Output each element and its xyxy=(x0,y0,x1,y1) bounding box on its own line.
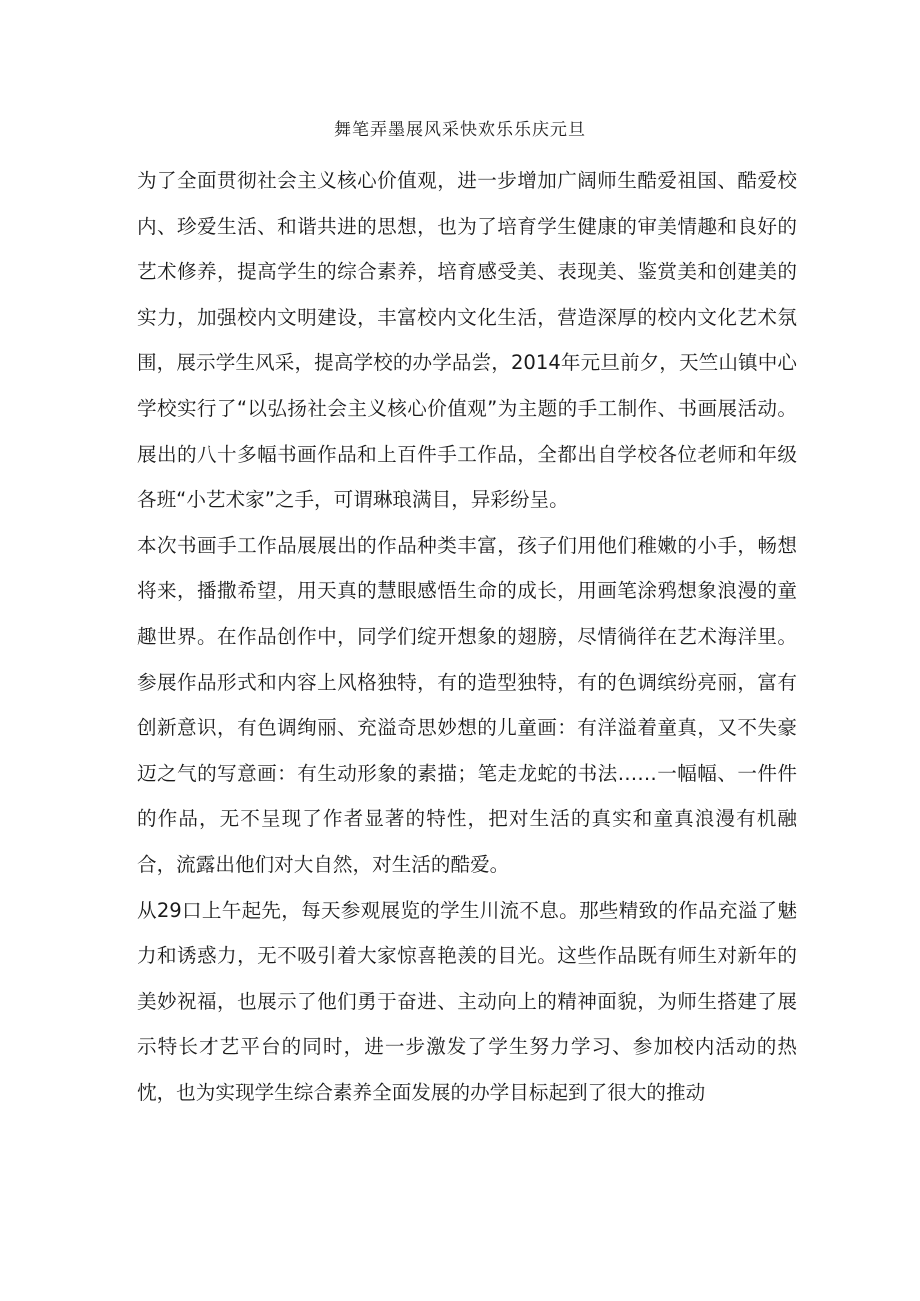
document-body xyxy=(137,158,797,1115)
paragraph-3: 从29口上午起先，每天参观展览的学生川流不息。那些精致的作品充溢了魅力和诱惑力，无不吸引着大家惊喜艳羡的目光。这些作品既有师生对新年的美妙祝福，也展示了他们勇于奋进、主动向上的精神面貌，为师生搭建了展示特长才艺平台的同时，进一步激发了学生努力学习、参加校内活动的热忱，也为实现学生综合素养全面发展的办学目标起到了很大的推动 xyxy=(137,898,797,1104)
document-title: 舞笔弄墨展风采快欢乐乐庆元旦 xyxy=(334,120,586,140)
paragraph-2: 本次书画手工作品展展出的作品种类丰富，孩子们用他们稚嫩的小手，畅想将来，播撒希望，用天真的慧眼感悟生命的成长，用画笔涂鸦想象浪漫的童趣世界。在作品创作中，同学们绽开想象的翅膀，尽情徜徉在艺术海洋里。参展作品形式和内容上风格独特，有的造型独特，有的色调缤纷亮丽，富有创新意识，有色调绚丽、充溢奇思妙想的儿童画：有洋溢着童真，又不失豪迈之气的写意画：有生动形象的素描；笔走龙蛇的书法……一幅幅、一件件的作品，无不呈现了作者显著的特性，把对生活的真实和童真浪漫有机融合，流露出他们对大自然，对生活的酷爱。 xyxy=(137,533,797,876)
paragraph-1: 为了全面贯彻社会主义核心价值观，进一步增加广阔师生酷爱祖国、酷爱校内、珍爱生活、和谐共进的思想，也为了培育学生健康的审美情趣和良好的艺术修养，提高学生的综合素养，培育感受美、表现美、鉴赏美和创建美的实力，加强校内文明建设，丰富校内文化生活，营造深厚的校内文化艺术氛围，展示学生风采，提高学校的办学品尝，2014年元旦前夕，天竺山镇中心学校实行了“以弘扬社会主义核心价值观”为主题的手工制作、书画展活动。展出的八十多幅书画作品和上百件手工作品，全都出自学校各位老师和年级各班“小艺术家”之手，可谓琳琅满目，异彩纷呈。 xyxy=(137,169,797,512)
